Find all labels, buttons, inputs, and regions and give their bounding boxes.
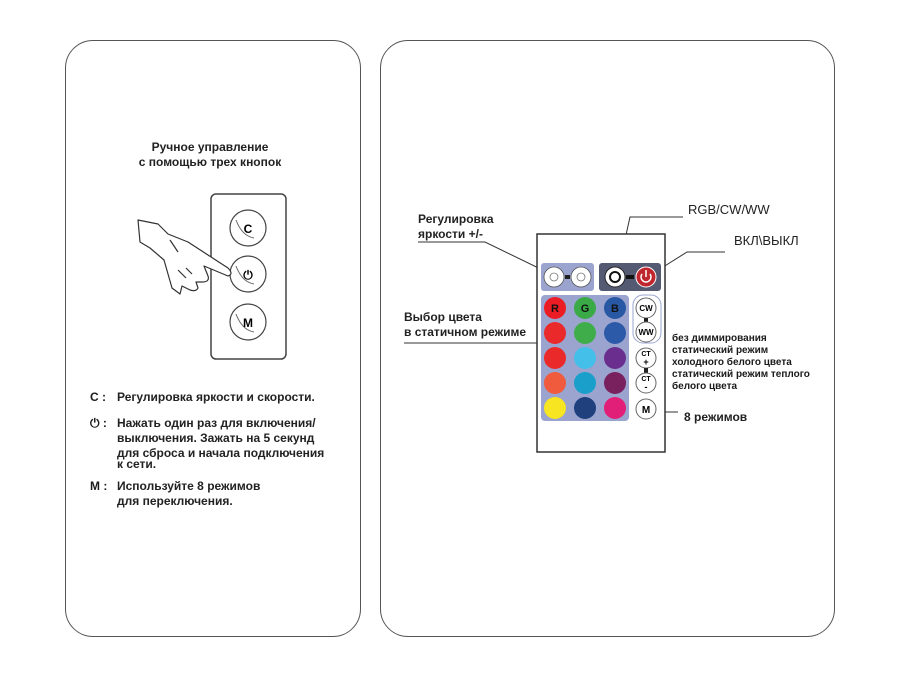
rgb-cw-ww-cycle-button[interactable] (605, 267, 625, 287)
color-button-yellow[interactable] (544, 397, 566, 419)
mode-m-label: M (641, 405, 651, 416)
mode-m-button[interactable] (636, 399, 656, 419)
manual-control-title (110, 140, 310, 170)
warm-white-line-2: белого цвета (672, 381, 738, 392)
color-button-red-2[interactable] (544, 347, 566, 369)
legend-power-line-3: для сброса и начала подключения (117, 446, 325, 460)
legend-text-power (117, 416, 324, 472)
cw-button[interactable] (636, 298, 656, 318)
red-button[interactable] (544, 297, 566, 319)
brightness-label (418, 212, 494, 242)
legend-c-line-1: Регулировка яркости и скорости. (117, 390, 315, 404)
legend-key-c: C : (90, 390, 106, 404)
power-button[interactable] (230, 256, 266, 292)
blue-button[interactable] (604, 297, 626, 319)
color-select-label (404, 310, 526, 340)
ct-plus-sign: + (643, 357, 649, 367)
c-button-label: C (243, 222, 253, 236)
cold-white-line-1: статический режим (672, 345, 769, 356)
no-dimming-line: без диммирования (672, 333, 767, 344)
color-button-green[interactable] (574, 322, 596, 344)
m-button[interactable] (230, 304, 266, 340)
legend-text-c (117, 390, 315, 405)
callout-brightness (418, 242, 557, 277)
m-button-label: M (243, 316, 253, 330)
color-button-cyan[interactable] (574, 372, 596, 394)
power-button-label: ⏻ (243, 268, 253, 282)
legend-text-m (117, 479, 260, 509)
legend-key-m: M : (90, 479, 108, 493)
mode-separator (626, 275, 634, 279)
color-select-line-1: Выбор цвета (404, 310, 482, 324)
color-button-plum[interactable] (604, 372, 626, 394)
legend-m-line-2: для переключения. (117, 494, 233, 508)
cold-white-line-2: холодного белого цвета (672, 357, 792, 368)
green-button[interactable] (574, 297, 596, 319)
ww-button[interactable] (636, 322, 656, 342)
cw-button-label: CW (639, 304, 653, 313)
brightness-label-line-1: Регулировка (418, 212, 494, 226)
white-modes-label (672, 333, 810, 393)
three-button-controller (130, 190, 300, 365)
color-button-red[interactable] (544, 322, 566, 344)
legend-m-line-1: Используйте 8 режимов (117, 479, 261, 493)
color-button-blue[interactable] (604, 322, 626, 344)
brightness-label-line-2: яркости +/- (418, 227, 483, 241)
color-button-orange-red[interactable] (544, 372, 566, 394)
c-button[interactable] (230, 210, 266, 246)
brightness-down-button[interactable] (544, 267, 564, 287)
color-button-navy[interactable] (574, 397, 596, 419)
green-button-label: G (580, 303, 590, 315)
warm-white-line-1: статический режим теплого (672, 369, 810, 380)
color-button-magenta[interactable] (604, 397, 626, 419)
ct-plus-button[interactable] (636, 348, 656, 368)
brightness-separator (565, 275, 570, 279)
power-label: ВКЛ\ВЫКЛ (734, 233, 799, 248)
brightness-up-button[interactable] (571, 267, 591, 287)
title-line-2: с помощью трех кнопок (138, 155, 282, 169)
ct-minus-button[interactable] (636, 373, 656, 393)
red-button-label: R (551, 303, 559, 315)
ct-minus-label: CT (641, 376, 651, 383)
color-button-purple[interactable] (604, 347, 626, 369)
ct-minus-sign: - (644, 382, 648, 392)
legend-power-line-2: выключения. Зажать на 5 секунд (117, 431, 315, 445)
color-select-line-2: в статичном режиме (404, 325, 527, 339)
power-toggle-button[interactable] (636, 267, 656, 287)
legend-key-power: ⏻ : (90, 416, 107, 430)
legend-power-line-4: к сети. (117, 457, 157, 471)
ct-separator (644, 368, 648, 373)
ct-plus-label: CT (641, 351, 651, 358)
modes-label: 8 режимов (684, 410, 748, 424)
title-line-1: Ручное управление (151, 140, 269, 154)
color-button-sky-blue[interactable] (574, 347, 596, 369)
rgb-cw-ww-label: RGB/CW/WW (688, 202, 770, 217)
ww-button-label: WW (638, 328, 654, 337)
blue-button-label: B (611, 303, 619, 315)
legend-power-line-1: Нажать один раз для включения/ (117, 416, 316, 430)
